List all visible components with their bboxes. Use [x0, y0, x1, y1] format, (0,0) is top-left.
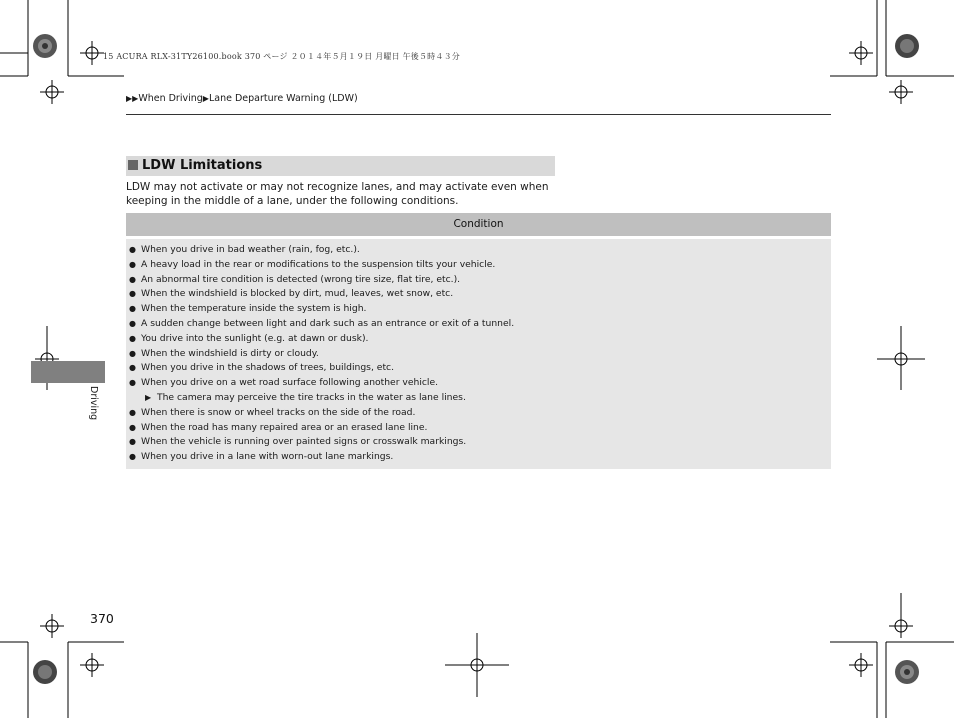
list-item: [126, 243, 831, 258]
condition-text: When you drive in the shadows of trees, buildings, etc.: [141, 362, 395, 374]
condition-text: When the vehicle is running over painted signs or crosswalk markings.: [141, 436, 467, 448]
list-item: [126, 361, 831, 376]
condition-text: You drive into the sunlight (e.g. at dawn or dusk).: [141, 332, 369, 344]
bullet-icon: ●: [129, 274, 136, 284]
condition-text: When the windshield is dirty or cloudy.: [141, 347, 319, 359]
list-item: [126, 406, 831, 421]
bullet-icon: ●: [129, 452, 136, 462]
sub-note-arrow-icon: ▶: [145, 392, 152, 402]
chapter-side-label: Driving: [88, 386, 99, 421]
bullet-icon: ●: [129, 348, 136, 358]
condition-text: When the windshield is blocked by dirt, mud, leaves, wet snow, etc.: [141, 288, 454, 300]
page-number: 370: [90, 611, 114, 626]
list-item: [126, 421, 831, 436]
bullet-icon: ●: [129, 289, 136, 299]
list-item: [126, 273, 831, 288]
list-item: [126, 332, 831, 347]
condition-header-label: Condition: [453, 218, 504, 230]
list-item: [126, 287, 831, 302]
list-item: [126, 302, 831, 317]
condition-text: When you drive on a wet road surface following another vehicle.: [141, 377, 439, 389]
bullet-icon: ●: [129, 407, 136, 417]
list-item: [126, 317, 831, 332]
bullet-icon: ●: [129, 318, 136, 328]
breadcrumb-arrow-icon: ▶: [202, 94, 209, 103]
section-title: LDW Limitations: [142, 158, 263, 173]
condition-text: A heavy load in the rear or modifications to the suspension tilts your vehicle.: [141, 258, 496, 270]
list-item: [126, 435, 831, 450]
condition-text: An abnormal tire condition is detected (wrong tire size, flat tire, etc.).: [141, 273, 461, 285]
condition-table-header: [126, 213, 831, 236]
bullet-icon: ●: [129, 422, 136, 432]
breadcrumb: [126, 93, 358, 104]
condition-list: [126, 239, 831, 465]
condition-text: A sudden change between light and dark such as an entrance or exit of a tunnel.: [141, 317, 515, 329]
list-item: [126, 347, 831, 362]
bullet-icon: ●: [129, 378, 136, 388]
condition-text: When the temperature inside the system is high.: [141, 303, 367, 315]
condition-text: When you drive in bad weather (rain, fog, etc.).: [141, 244, 360, 255]
condition-table-body: [126, 239, 831, 469]
breadcrumb-arrow-icon: ▶: [126, 94, 133, 103]
bullet-icon: ●: [129, 259, 136, 269]
file-header: 15 ACURA RLX-31TY26100.book 370 ページ ２０１４年５月１９日 月曜日 午後５時４３分: [103, 52, 460, 61]
bullet-icon: ●: [129, 437, 136, 447]
sub-note: [126, 391, 831, 406]
intro-paragraph: LDW may not activate or may not recognize lanes, and may activate even when keeping in the middle of a lane, under the following conditions.: [126, 181, 549, 207]
bullet-icon: ●: [129, 245, 136, 254]
list-item: [126, 376, 831, 391]
bullet-icon: ●: [129, 304, 136, 314]
section-square-icon: [128, 160, 138, 170]
bullet-icon: ●: [129, 363, 136, 373]
breadcrumb-level-2: Lane Departure Warning (LDW): [208, 93, 358, 104]
condition-text: When there is snow or wheel tracks on the side of the road.: [141, 406, 416, 418]
bullet-icon: ●: [129, 333, 136, 343]
breadcrumb-arrow-icon: ▶: [132, 94, 139, 103]
condition-text: When you drive in a lane with worn-out lane markings.: [141, 451, 394, 463]
condition-text: When the road has many repaired area or an erased lane line.: [141, 421, 428, 433]
header-divider: [126, 114, 831, 115]
sub-note-text: The camera may perceive the tire tracks in the water as lane lines.: [157, 391, 466, 403]
breadcrumb-level-1: When Driving: [138, 93, 203, 104]
list-item: [126, 258, 831, 273]
chapter-side-tab: [31, 361, 105, 383]
list-item: [126, 450, 831, 465]
